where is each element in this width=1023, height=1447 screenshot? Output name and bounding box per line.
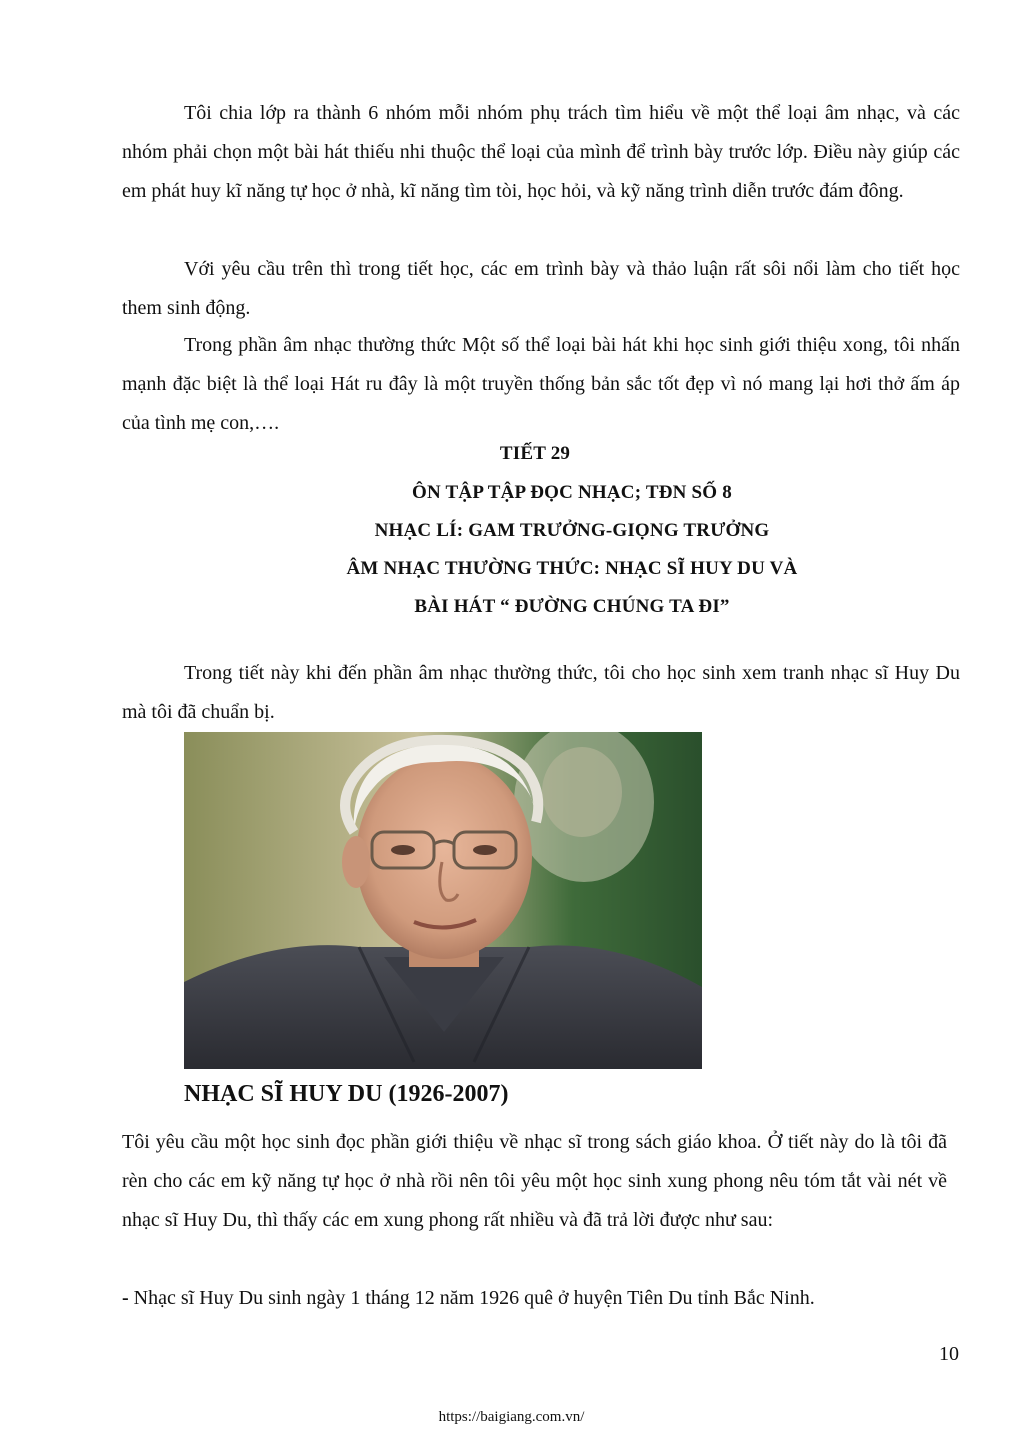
portrait-illustration [184,732,702,1069]
paragraph-group-activity: Tôi chia lớp ra thành 6 nhóm mỗi nhóm phụ trách tìm hiểu về một thể loại âm nhạc, và các nhóm phải chọn một bài hát thiếu nhi thuộc thể loại của mình để trình bày trước lớp. Điều này giúp các em phát huy kĩ năng tự học ở nhà, kĩ năng tìm tòi, học hỏi, và kỹ năng trình diễn trước đám đông. [122,102,960,202]
lesson-heading-line-4: ÂM NHẠC THƯỜNG THỨC: NHẠC SĨ HUY DU VÀ [346,558,798,579]
paragraph-lesson-discussion: Với yêu cầu trên thì trong tiết học, các em trình bày và thảo luận rất sôi nổi làm cho tiết học them sinh động. [122,258,960,319]
paragraph-student-introduction: Tôi yêu cầu một học sinh đọc phần giới thiệu về nhạc sĩ trong sách giáo khoa. Ở tiết này do là tôi đã rèn cho các em kỹ năng tự học ở nhà rồi nên tôi yêu một học sinh xung phong nêu tóm tắt vài nét về nhạc sĩ Huy Du, thì thấy các em xung phong rất nhiều và đã trả lời được như sau: [122,1131,947,1231]
composer-portrait-photo [184,732,702,1069]
lesson-heading-line-1: TIẾT 29 [499,443,571,464]
page-number: 10 [939,1343,959,1365]
paragraph-lullaby-genre: Trong phần âm nhạc thường thức Một số thể loại bài hát khi học sinh giới thiệu xong, tôi nhấn mạnh đặc biệt là thể loại Hát ru đây là một truyền thống bản sắc tốt đẹp vì nó mang lại hơi thở ấm áp của tình mẹ con,…. [122,334,960,434]
footer-url[interactable]: https://baigiang.com.vn/ [438,1409,585,1425]
lesson-heading-line-5: BÀI HÁT “ ĐƯỜNG CHÚNG TA ĐI” [414,596,730,617]
bullet-dash: - [122,1287,129,1309]
lesson-heading-line-2: ÔN TẬP TẬP ĐỌC NHẠC; TĐN SỐ 8 [412,482,732,503]
paragraph-show-portrait: Trong tiết này khi đến phần âm nhạc thường thức, tôi cho học sinh xem tranh nhạc sĩ Huy Du mà tôi đã chuẩn bị. [122,662,960,723]
bullet-text: Nhạc sĩ Huy Du sinh ngày 1 tháng 12 năm 1926 quê ở huyện Tiên Du tỉnh Bắc Ninh. [128,1287,815,1309]
photo-caption: NHẠC SĨ HUY DU (1926-2007) [184,1081,509,1107]
lesson-heading-line-3: NHẠC LÍ: GAM TRƯỞNG-GIỌNG TRƯỞNG [374,520,770,541]
bullet-birth-info [122,1279,960,1318]
